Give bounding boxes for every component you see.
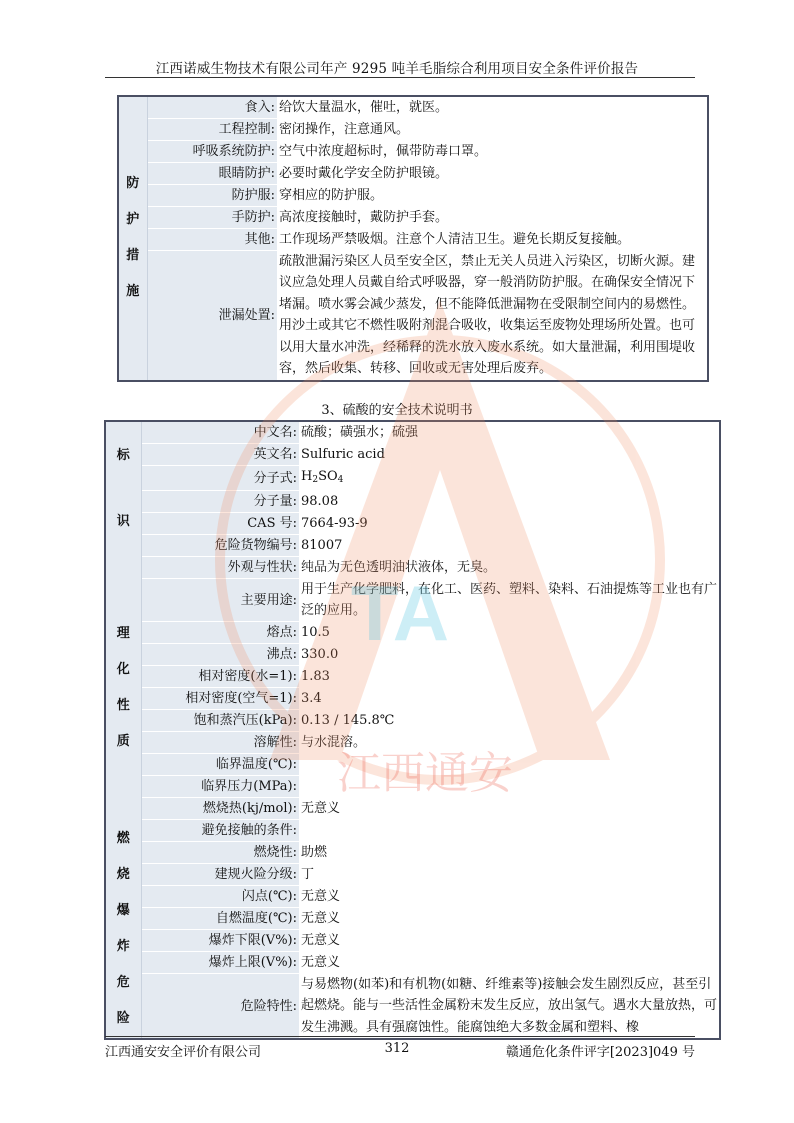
row-value: 1.83 [299,666,720,688]
row-label: 危险货物编号: [141,535,299,557]
row-value: 98.08 [299,491,720,513]
spill-value: 疏散泄漏污染区人员至安全区，禁止无关人员进入污染区，切断火源。建议应急处理人员戴自给式呼吸器，穿一般消防防护服。在确保安全情况下堵漏。喷水雾会减少蒸发，但不能降低泄漏物在受限制空间内的易燃性。用沙土或其它不燃性吸附剂混合吸收，收集运至废物处理场所处置。也可以用大量水冲洗，经稀释的洗水放入废水系统。如大量泄漏，利用围堤收容，然后收集、转移、回收或无害处理后废弃。 [277,251,708,381]
row-value: 硫酸；磺强水；硫强 [299,421,720,444]
row-value: 10.5 [299,622,720,644]
row-label: 外观与性状: [141,557,299,579]
row-value: 空气中浓度超标时，佩带防毒口罩。 [277,141,708,163]
row-value: 与水混溶。 [299,732,720,754]
watermark-text: 江西通安 [337,748,513,799]
row-value: 丁 [299,864,720,886]
row-value [299,776,720,798]
molecular-formula: $H_2SO_4$ [299,466,720,491]
page-number: 312 [384,1041,410,1056]
identity-section-label: 标 识 [105,421,141,557]
row-label: 溶解性: [141,732,299,754]
row-value: 必要时戴化学安全防护眼镜。 [277,163,708,185]
row-label: 眼睛防护: [147,163,277,185]
protection-section-label: 防 护 措 施 [118,96,147,381]
footer-rule [105,1036,695,1037]
row-label: 自燃温度(℃): [141,908,299,930]
row-label: 燃烧性: [141,842,299,864]
row-value [299,754,720,776]
row-value: 3.4 [299,688,720,710]
row-label: 建规火险分级: [141,864,299,886]
row-label: 临界压力(MPa): [141,776,299,798]
row-label: 避免接触的条件: [141,820,299,842]
row-label: 闪点(℃): [141,886,299,908]
page-header-title: 江西诺威生物技术有限公司年产 9295 吨羊毛脂综合利用项目安全条件评价报告 [155,61,639,77]
row-label: 工程控制: [147,119,277,141]
row-value: 穿相应的防护服。 [277,185,708,207]
sds-table [104,420,721,1040]
row-label: 防护服: [147,185,277,207]
fire-section-label: 燃 烧 爆 炸 危 险 [105,820,141,1040]
row-value: 无意义 [299,908,720,930]
header-rule [105,77,695,78]
row-label: 饱和蒸汽压(kPa): [141,710,299,732]
row-value: 81007 [299,535,720,557]
row-label: 临界温度(℃): [141,754,299,776]
row-label: 呼吸系统防护: [147,141,277,163]
row-label: 爆炸下限(V%): [141,930,299,952]
row-value: 0.13 / 145.8℃ [299,710,720,732]
row-label: 其他: [147,229,277,251]
row-value: 高浓度接触时，戴防护手套。 [277,207,708,229]
protection-table [117,95,709,382]
row-label: 相对密度(空气=1): [141,688,299,710]
footer-company: 江西通安安全评价有限公司 [105,1045,262,1060]
watermark-logo-text: TA [350,569,450,657]
row-label: 熔点: [141,622,299,644]
row-label: 手防护: [147,207,277,229]
row-value: Sulfuric acid [299,444,720,466]
row-value: 无意义 [299,952,720,974]
row-label: CAS 号: [141,513,299,535]
section-title: 3、硫酸的安全技术说明书 [321,403,473,418]
row-label: 爆炸上限(V%): [141,952,299,974]
row-label: 相对密度(水=1): [141,666,299,688]
row-value: 与易燃物(如苯)和有机物(如糖、纤维素等)接触会发生剧烈反应，甚至引起燃烧。能与一些活性金属粉末发生反应，放出氢气。遇水大量放热，可发生沸溅。具有强腐蚀性。能腐蚀绝大多数金属和塑料、橡 [299,974,720,1040]
row-value: 纯品为无色透明油状液体，无臭。 [299,557,720,579]
row-value: 密闭操作，注意通风。 [277,119,708,141]
row-value: 7664-93-9 [299,513,720,535]
row-label: 中文名: [141,421,299,444]
row-label: 英文名: [141,444,299,466]
row-value: 助燃 [299,842,720,864]
row-value: 无意义 [299,886,720,908]
row-label: 食入: [147,96,277,119]
row-value [299,820,720,842]
row-label: 危险特性: [141,974,299,1040]
row-label: 主要用途: [141,579,299,622]
footer-report-number: 赣通危化条件评字[2023]049 号 [505,1045,695,1060]
row-label: 燃烧热(kj/mol): [141,798,299,820]
row-label: 分子式: [141,466,299,491]
spill-label: 泄漏处置: [147,251,277,381]
physchem-section-label: 理 化 性 质 [105,557,141,820]
row-value: 无意义 [299,930,720,952]
row-label: 沸点: [141,644,299,666]
row-value: 330.0 [299,644,720,666]
row-value: 无意义 [299,798,720,820]
row-value: 给饮大量温水，催吐，就医。 [277,96,708,119]
row-value: 用于生产化学肥料，在化工、医药、塑料、染料、石油提炼等工业也有广泛的应用。 [299,579,720,622]
row-label: 分子量: [141,491,299,513]
row-value: 工作现场严禁吸烟。注意个人清洁卫生。避免长期反复接触。 [277,229,708,251]
